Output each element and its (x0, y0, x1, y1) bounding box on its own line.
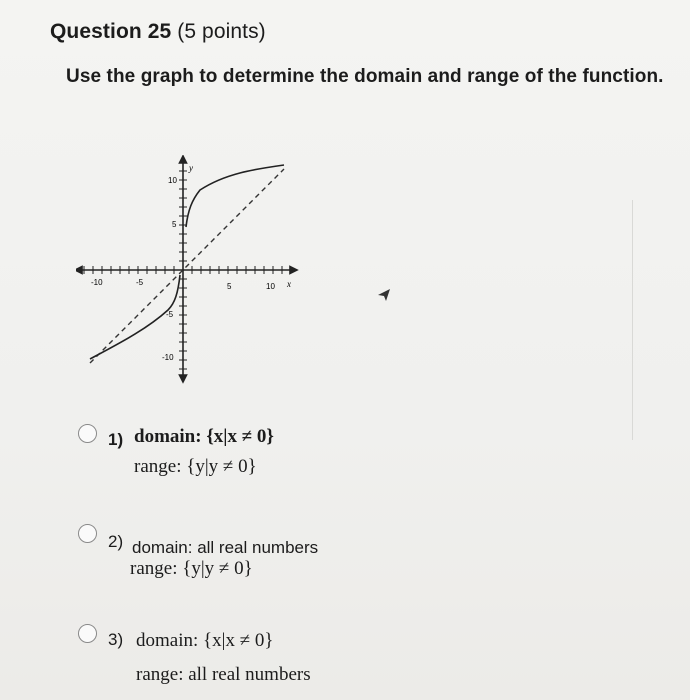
curve-upper-branch (186, 165, 284, 227)
radio-button-option-2[interactable] (78, 524, 97, 543)
radio-button-option-3[interactable] (78, 624, 97, 643)
tick-label-y-neg10: -10 (162, 353, 174, 362)
function-graph (76, 155, 306, 385)
answer-option-3[interactable] (72, 622, 372, 692)
tick-label-y-5: 5 (172, 220, 177, 229)
option-3-number: 3) (108, 630, 124, 649)
option-1-range: range: {y|y ≠ 0} (134, 456, 257, 477)
option-3-domain: domain: {x|x ≠ 0} (136, 630, 274, 651)
option-1-domain: domain: {x|x ≠ 0} (134, 426, 274, 447)
option-2-range: range: {y|y ≠ 0} (130, 558, 253, 579)
page-edge-shadow (632, 200, 633, 440)
option-1-number: 1) (108, 430, 124, 449)
option-2-domain: domain: all real numbers (132, 538, 319, 557)
question-header (50, 20, 266, 44)
question-points: (5 points) (177, 20, 266, 43)
question-prompt: Use the graph to determine the domain and range of the function. (66, 66, 664, 87)
answer-option-1[interactable] (72, 420, 372, 480)
tick-label-y-neg5: -5 (166, 310, 174, 319)
mouse-pointer-icon (376, 287, 392, 303)
radio-button-option-1[interactable] (78, 424, 97, 443)
question-number: Question 25 (50, 20, 172, 43)
x-axis-label: x (287, 279, 291, 289)
option-3-range: range: all real numbers (136, 664, 311, 685)
answer-option-2[interactable] (72, 520, 372, 580)
tick-label-x-neg10: -10 (91, 278, 103, 287)
tick-label-x-5: 5 (227, 282, 232, 291)
y-axis-label: y (189, 163, 193, 173)
tick-label-y-10: 10 (168, 176, 177, 185)
tick-label-x-10: 10 (266, 282, 275, 291)
option-2-number: 2) (108, 532, 124, 551)
tick-label-x-neg5: -5 (136, 278, 144, 287)
